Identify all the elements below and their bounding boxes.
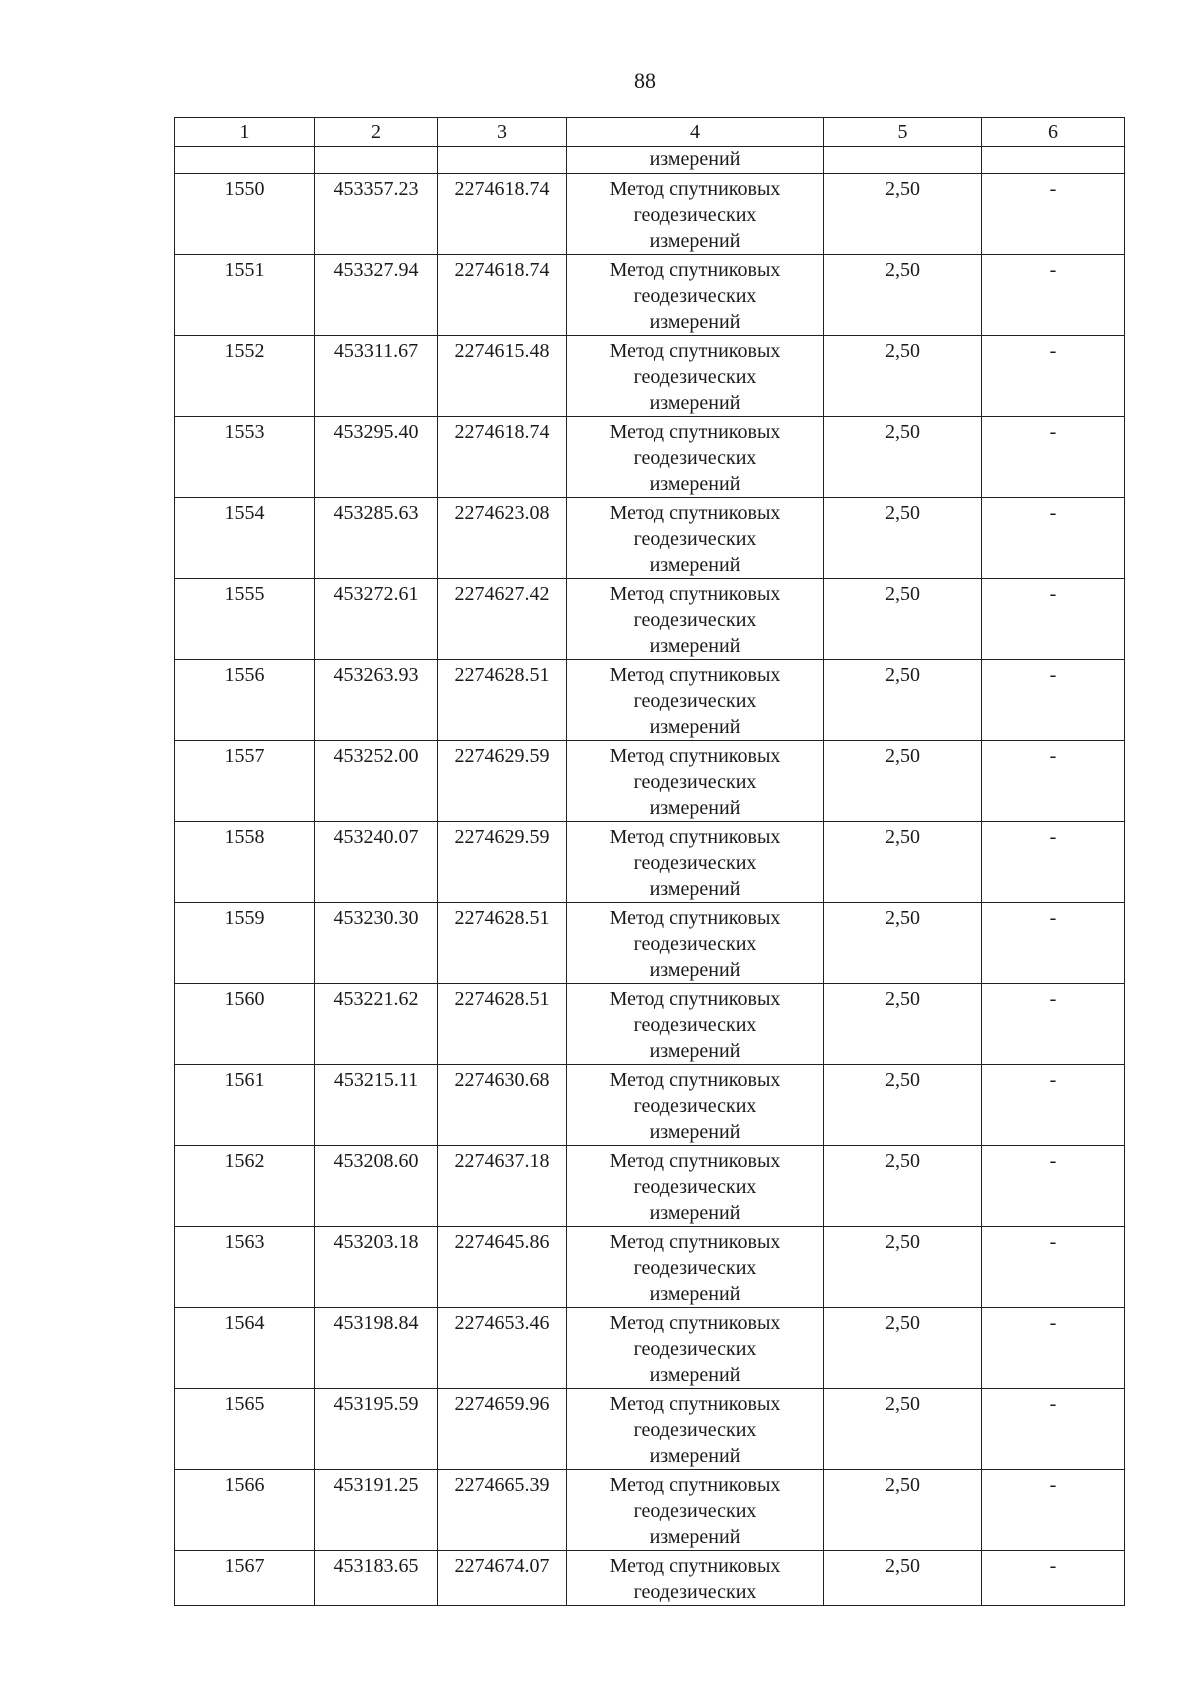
- x-coordinate-cell: 453203.18: [315, 1227, 438, 1308]
- method-cell: [567, 255, 824, 336]
- method-cell: [567, 1389, 824, 1470]
- point-number-cell: 1551: [175, 255, 315, 336]
- continuation-method-cell: измерений: [567, 147, 824, 174]
- coordinates-table: [174, 117, 1125, 1606]
- x-coordinate-cell: 453240.07: [315, 822, 438, 903]
- method-cell: [567, 174, 824, 255]
- method-line: Метод спутниковых: [609, 1555, 781, 1577]
- note-cell: -: [982, 1389, 1125, 1470]
- table-row: [175, 1470, 1125, 1551]
- continuation-cell-empty: [824, 147, 982, 174]
- note-cell: -: [982, 579, 1125, 660]
- x-coordinate-cell: 453272.61: [315, 579, 438, 660]
- note-cell: -: [982, 174, 1125, 255]
- method-line: Метод спутниковых: [609, 907, 781, 929]
- x-coordinate-cell: 453221.62: [315, 984, 438, 1065]
- x-coordinate-cell: 453215.11: [315, 1065, 438, 1146]
- note-cell: -: [982, 984, 1125, 1065]
- method-line: измерений: [649, 1040, 741, 1062]
- method-line: Метод спутниковых: [609, 664, 781, 686]
- note-cell: -: [982, 1146, 1125, 1227]
- accuracy-cell: 2,50: [824, 579, 982, 660]
- table-body: [175, 118, 1125, 1606]
- method-line: Метод спутниковых: [609, 259, 781, 281]
- method-line: геодезических: [633, 609, 757, 631]
- table-row: [175, 336, 1125, 417]
- method-line: Метод спутниковых: [609, 502, 781, 524]
- method-line: измерений: [649, 311, 741, 333]
- method-line: измерений: [649, 635, 741, 657]
- table-row: [175, 579, 1125, 660]
- header-cell-6: 6: [982, 118, 1125, 147]
- method-line: Метод спутниковых: [609, 178, 781, 200]
- point-number-cell: 1560: [175, 984, 315, 1065]
- note-cell: -: [982, 1551, 1125, 1606]
- method-cell: [567, 1551, 824, 1606]
- point-number-cell: 1552: [175, 336, 315, 417]
- point-number-cell: 1561: [175, 1065, 315, 1146]
- accuracy-cell: 2,50: [824, 1146, 982, 1227]
- header-cell-3: 3: [438, 118, 567, 147]
- accuracy-cell: 2,50: [824, 1470, 982, 1551]
- note-cell: -: [982, 1227, 1125, 1308]
- accuracy-cell: 2,50: [824, 984, 982, 1065]
- method-cell: [567, 1227, 824, 1308]
- table-row: [175, 255, 1125, 336]
- method-line: Метод спутниковых: [609, 340, 781, 362]
- method-line: Метод спутниковых: [609, 745, 781, 767]
- y-coordinate-cell: 2274618.74: [438, 417, 567, 498]
- accuracy-cell: 2,50: [824, 498, 982, 579]
- method-cell: [567, 984, 824, 1065]
- x-coordinate-cell: 453191.25: [315, 1470, 438, 1551]
- table-row: [175, 822, 1125, 903]
- table-row: [175, 984, 1125, 1065]
- method-cell: [567, 741, 824, 822]
- continuation-cell-empty: [315, 147, 438, 174]
- continuation-cell-empty: [438, 147, 567, 174]
- method-line: измерений: [649, 392, 741, 414]
- table-row: [175, 498, 1125, 579]
- table-row: [175, 1227, 1125, 1308]
- note-cell: -: [982, 255, 1125, 336]
- y-coordinate-cell: 2274629.59: [438, 822, 567, 903]
- point-number-cell: 1562: [175, 1146, 315, 1227]
- point-number-cell: 1555: [175, 579, 315, 660]
- accuracy-cell: 2,50: [824, 1389, 982, 1470]
- y-coordinate-cell: 2274618.74: [438, 174, 567, 255]
- y-coordinate-cell: 2274627.42: [438, 579, 567, 660]
- x-coordinate-cell: 453311.67: [315, 336, 438, 417]
- method-line: геодезических: [633, 1176, 757, 1198]
- method-line: измерений: [649, 1283, 741, 1305]
- header-cell-5: 5: [824, 118, 982, 147]
- y-coordinate-cell: 2274615.48: [438, 336, 567, 417]
- x-coordinate-cell: 453208.60: [315, 1146, 438, 1227]
- method-line: измерений: [649, 1526, 741, 1548]
- method-line: Метод спутниковых: [609, 826, 781, 848]
- x-coordinate-cell: 453327.94: [315, 255, 438, 336]
- x-coordinate-cell: 453263.93: [315, 660, 438, 741]
- method-line: геодезических: [633, 1014, 757, 1036]
- continuation-cell-empty: [175, 147, 315, 174]
- method-line: Метод спутниковых: [609, 421, 781, 443]
- method-line: геодезических: [633, 1257, 757, 1279]
- note-cell: -: [982, 1065, 1125, 1146]
- table-row: [175, 1065, 1125, 1146]
- method-line: Метод спутниковых: [609, 1393, 781, 1415]
- y-coordinate-cell: 2274653.46: [438, 1308, 567, 1389]
- accuracy-cell: 2,50: [824, 1551, 982, 1606]
- y-coordinate-cell: 2274659.96: [438, 1389, 567, 1470]
- note-cell: -: [982, 741, 1125, 822]
- y-coordinate-cell: 2274674.07: [438, 1551, 567, 1606]
- x-coordinate-cell: 453285.63: [315, 498, 438, 579]
- table-row: [175, 660, 1125, 741]
- header-cell-2: 2: [315, 118, 438, 147]
- accuracy-cell: 2,50: [824, 741, 982, 822]
- table-row: [175, 1551, 1125, 1606]
- method-cell: [567, 903, 824, 984]
- method-line: измерений: [649, 1121, 741, 1143]
- point-number-cell: 1553: [175, 417, 315, 498]
- method-line: измерений: [649, 473, 741, 495]
- continuation-row: [175, 147, 1125, 174]
- method-line: геодезических: [633, 204, 757, 226]
- x-coordinate-cell: 453295.40: [315, 417, 438, 498]
- table-row: [175, 174, 1125, 255]
- x-coordinate-cell: 453230.30: [315, 903, 438, 984]
- accuracy-cell: 2,50: [824, 660, 982, 741]
- accuracy-cell: 2,50: [824, 336, 982, 417]
- method-line: Метод спутниковых: [609, 1150, 781, 1172]
- method-line: измерений: [649, 797, 741, 819]
- method-line: измерений: [649, 1364, 741, 1386]
- header-row: [175, 118, 1125, 147]
- y-coordinate-cell: 2274628.51: [438, 660, 567, 741]
- method-line: геодезических: [633, 1095, 757, 1117]
- y-coordinate-cell: 2274628.51: [438, 984, 567, 1065]
- method-line: геодезических: [633, 933, 757, 955]
- method-line: Метод спутниковых: [609, 1231, 781, 1253]
- y-coordinate-cell: 2274665.39: [438, 1470, 567, 1551]
- table-row: [175, 417, 1125, 498]
- method-line: геодезических: [633, 852, 757, 874]
- note-cell: -: [982, 1308, 1125, 1389]
- table-row: [175, 1389, 1125, 1470]
- note-cell: -: [982, 822, 1125, 903]
- y-coordinate-cell: 2274637.18: [438, 1146, 567, 1227]
- method-line: геодезических: [633, 690, 757, 712]
- continuation-cell-empty: [982, 147, 1125, 174]
- point-number-cell: 1564: [175, 1308, 315, 1389]
- x-coordinate-cell: 453195.59: [315, 1389, 438, 1470]
- method-cell: [567, 1308, 824, 1389]
- accuracy-cell: 2,50: [824, 1308, 982, 1389]
- page-number: 88: [634, 68, 656, 93]
- x-coordinate-cell: 453357.23: [315, 174, 438, 255]
- method-line: измерений: [649, 1202, 741, 1224]
- accuracy-cell: 2,50: [824, 1227, 982, 1308]
- method-line: геодезических: [633, 285, 757, 307]
- point-number-cell: 1554: [175, 498, 315, 579]
- table-row: [175, 903, 1125, 984]
- point-number-cell: 1566: [175, 1470, 315, 1551]
- accuracy-cell: 2,50: [824, 255, 982, 336]
- method-line: Метод спутниковых: [609, 1069, 781, 1091]
- y-coordinate-cell: 2274623.08: [438, 498, 567, 579]
- method-line: Метод спутниковых: [609, 988, 781, 1010]
- note-cell: -: [982, 903, 1125, 984]
- x-coordinate-cell: 453198.84: [315, 1308, 438, 1389]
- note-cell: -: [982, 660, 1125, 741]
- x-coordinate-cell: 453183.65: [315, 1551, 438, 1606]
- point-number-cell: 1550: [175, 174, 315, 255]
- method-cell: [567, 1065, 824, 1146]
- note-cell: -: [982, 1470, 1125, 1551]
- note-cell: -: [982, 336, 1125, 417]
- header-cell-1: 1: [175, 118, 315, 147]
- method-cell: [567, 417, 824, 498]
- y-coordinate-cell: 2274629.59: [438, 741, 567, 822]
- accuracy-cell: 2,50: [824, 903, 982, 984]
- y-coordinate-cell: 2274630.68: [438, 1065, 567, 1146]
- method-line: измерений: [649, 959, 741, 981]
- x-coordinate-cell: 453252.00: [315, 741, 438, 822]
- method-line: измерений: [649, 554, 741, 576]
- method-cell: [567, 1470, 824, 1551]
- method-line: геодезических: [633, 1581, 757, 1603]
- point-number-cell: 1565: [175, 1389, 315, 1470]
- point-number-cell: 1557: [175, 741, 315, 822]
- method-line: геодезических: [633, 528, 757, 550]
- method-line: геодезических: [633, 771, 757, 793]
- point-number-cell: 1558: [175, 822, 315, 903]
- note-cell: -: [982, 417, 1125, 498]
- method-cell: [567, 336, 824, 417]
- accuracy-cell: 2,50: [824, 417, 982, 498]
- point-number-cell: 1567: [175, 1551, 315, 1606]
- method-line: геодезических: [633, 447, 757, 469]
- method-line: геодезических: [633, 1500, 757, 1522]
- method-cell: [567, 822, 824, 903]
- method-cell: [567, 579, 824, 660]
- accuracy-cell: 2,50: [824, 1065, 982, 1146]
- y-coordinate-cell: 2274618.74: [438, 255, 567, 336]
- method-line: измерений: [649, 230, 741, 252]
- method-line: Метод спутниковых: [609, 583, 781, 605]
- method-cell: [567, 660, 824, 741]
- point-number-cell: 1563: [175, 1227, 315, 1308]
- method-line: измерений: [649, 1445, 741, 1467]
- table-row: [175, 741, 1125, 822]
- y-coordinate-cell: 2274645.86: [438, 1227, 567, 1308]
- accuracy-cell: 2,50: [824, 822, 982, 903]
- method-line: геодезических: [633, 1338, 757, 1360]
- y-coordinate-cell: 2274628.51: [438, 903, 567, 984]
- note-cell: -: [982, 498, 1125, 579]
- point-number-cell: 1559: [175, 903, 315, 984]
- method-cell: [567, 498, 824, 579]
- method-cell: [567, 1146, 824, 1227]
- accuracy-cell: 2,50: [824, 174, 982, 255]
- method-line: геодезических: [633, 366, 757, 388]
- table-row: [175, 1146, 1125, 1227]
- method-line: геодезических: [633, 1419, 757, 1441]
- method-line: Метод спутниковых: [609, 1474, 781, 1496]
- header-cell-4: 4: [567, 118, 824, 147]
- table-row: [175, 1308, 1125, 1389]
- method-line: измерений: [649, 716, 741, 738]
- method-line: измерений: [649, 878, 741, 900]
- method-line: Метод спутниковых: [609, 1312, 781, 1334]
- point-number-cell: 1556: [175, 660, 315, 741]
